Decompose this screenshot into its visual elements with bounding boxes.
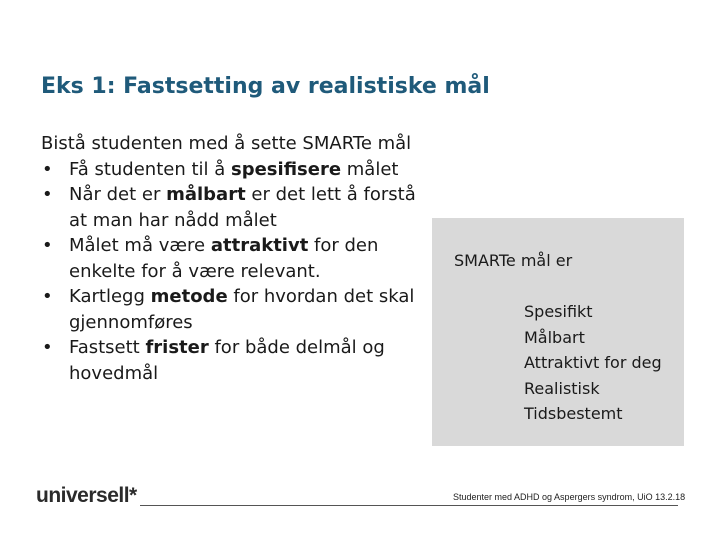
bullet-item (41, 157, 421, 183)
bullet-keyword: spesifisere (231, 158, 342, 180)
footer-divider (140, 505, 678, 506)
bullet-icon: • (42, 158, 53, 180)
smart-box-heading: SMARTe mål er (454, 251, 573, 270)
slide-title: Eks 1: Fastsetting av realistiske mål (41, 74, 490, 99)
bullet-icon: • (42, 337, 53, 358)
bullet-item (41, 335, 421, 386)
smart-list-item: Tidsbestemt (524, 404, 623, 423)
smart-list-item: Spesifikt (524, 302, 593, 321)
bullet-keyword: frister (145, 337, 209, 358)
footer-note: Studenter med ADHD og Aspergers syndrom, UiO 13.2.18 (453, 492, 686, 502)
bullet-text: målet (341, 158, 399, 180)
bullet-keyword: metode (150, 286, 228, 307)
bullet-text: Når det er (69, 184, 167, 205)
bullet-text: Fastsett (69, 337, 146, 358)
bullet-text: er det lett å forstå at man har nådd målet (69, 184, 416, 231)
bullet-text: for den enkelte for å være relevant. (69, 235, 379, 282)
bullet-text: for både delmål og hovedmål (69, 337, 385, 384)
smart-list-item: Attraktivt for deg (524, 353, 662, 372)
bullet-item (41, 284, 421, 335)
smart-goals-box (432, 218, 684, 446)
bullet-text: for hvordan det skal gjennomføres (69, 286, 415, 333)
bullet-icon: • (42, 286, 53, 307)
bullet-icon: • (42, 235, 53, 256)
bullet-list (41, 157, 421, 387)
bullet-text: Målet må være (69, 235, 211, 256)
bullet-keyword: målbart (166, 184, 246, 205)
bullet-item (41, 233, 421, 284)
smart-list-item: Realistisk (524, 378, 600, 398)
bullet-icon: • (42, 184, 53, 205)
smart-list (524, 299, 662, 427)
body-text (41, 131, 421, 386)
smart-list-item: Målbart (524, 327, 585, 347)
bullet-text: Få studenten til å (69, 158, 231, 180)
intro-text: Bistå studenten med å sette SMARTe mål (41, 133, 412, 154)
universell-logo: universell* (36, 484, 137, 507)
bullet-text: Kartlegg (69, 286, 151, 307)
bullet-item (41, 182, 421, 233)
bullet-keyword: attraktivt (210, 235, 309, 256)
